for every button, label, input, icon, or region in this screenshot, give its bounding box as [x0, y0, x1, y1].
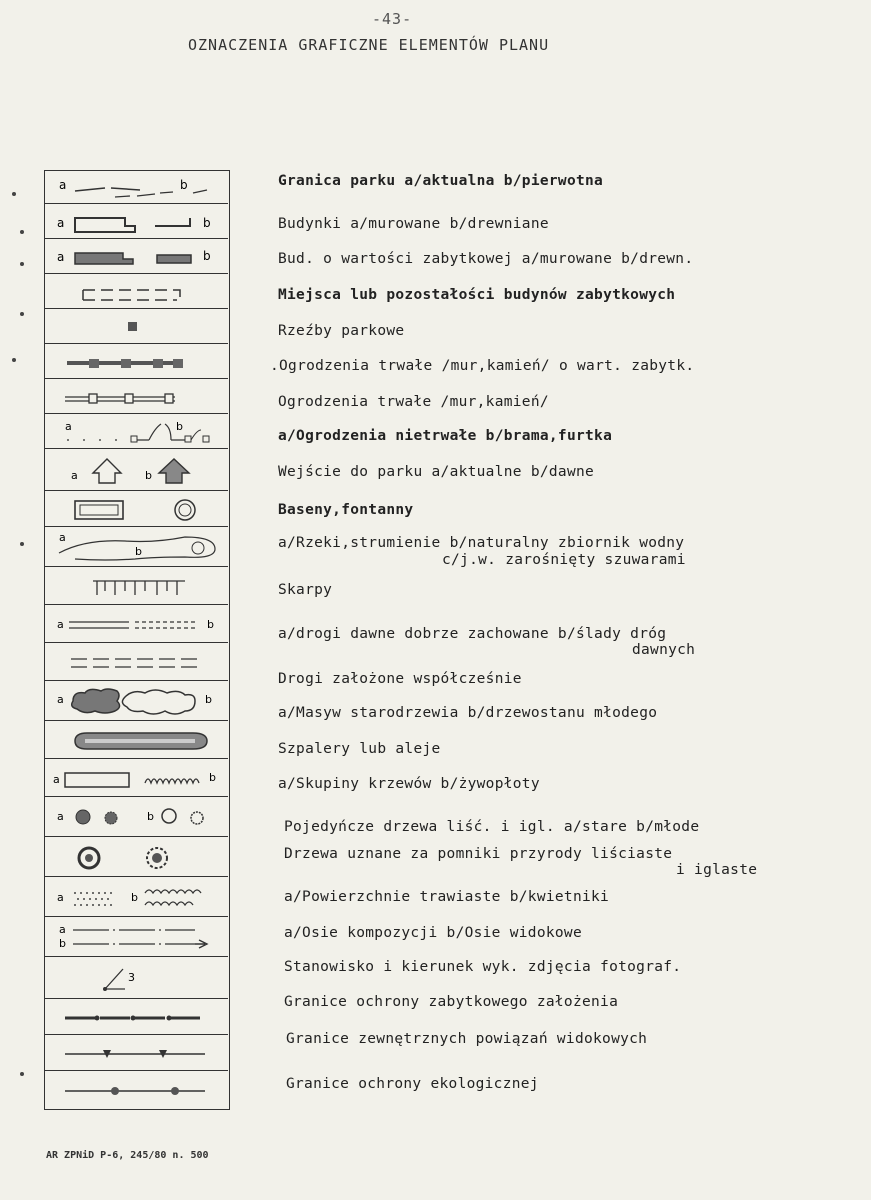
legend-desc-20: a/Powierzchnie trawiaste b/kwietniki — [284, 889, 610, 905]
legend-desc-23: Granice ochrony zabytkowego założenia — [284, 994, 619, 1010]
page-number: -43- — [372, 10, 413, 28]
symbol-permanent-fence — [45, 381, 228, 414]
legend-desc-7: Ogrodzenia trwałe /mur,kamień/ — [278, 394, 549, 410]
symbol-park-entrance — [45, 451, 228, 491]
legend-desc-11-cont: c/j.w. zarośnięty szuwarami — [442, 552, 686, 568]
svg-text:b: b — [203, 249, 211, 263]
svg-text:a: a — [57, 250, 65, 264]
svg-text:a: a — [59, 531, 66, 544]
legend-desc-24: Granice zewnętrznych powiązań widokowych — [286, 1031, 648, 1047]
svg-text:a: a — [59, 178, 67, 192]
svg-text:b: b — [180, 178, 188, 192]
svg-text:b: b — [59, 937, 66, 950]
symbol-heritage-protection-boundary — [45, 1001, 228, 1035]
legend-desc-6: .Ogrodzenia trwałe /mur,kamień/ o wart. zabytk. — [270, 358, 695, 374]
svg-text:b: b — [176, 420, 183, 433]
legend-symbol-table — [44, 170, 230, 1110]
svg-text:a: a — [57, 810, 64, 823]
legend-desc-19-cont: i iglaste — [676, 862, 758, 878]
margin-mark — [12, 358, 16, 362]
symbol-buildings — [45, 206, 228, 239]
legend-desc-12: Skarpy — [278, 582, 333, 598]
svg-text:b: b — [203, 216, 211, 230]
symbol-historic-buildings — [45, 241, 228, 274]
page-title: OZNACZENIA GRAFICZNE ELEMENTÓW PLANU — [188, 36, 550, 54]
svg-text:a: a — [65, 420, 72, 433]
symbol-historic-fence — [45, 346, 228, 379]
legend-desc-19: Drzewa uznane za pomniki przyrody liściaste — [284, 846, 673, 862]
symbol-lawns-flowerbeds — [45, 879, 228, 917]
symbol-natural-monuments — [45, 839, 228, 877]
symbol-shrubs-hedges — [45, 761, 228, 797]
legend-desc-14: Drogi założone współcześnie — [278, 671, 522, 687]
svg-text:a: a — [59, 923, 66, 936]
legend-desc-22: Stanowisko i kierunek wyk. zdjęcia fotograf. — [284, 959, 682, 975]
legend-desc-3: Bud. o wartości zabytkowej a/murowane b/drewn. — [278, 251, 694, 267]
margin-mark — [12, 192, 16, 196]
legend-desc-8: a/Ogrodzenia nietrwałe b/brama,furtka — [278, 428, 613, 444]
symbol-old-tree-stand — [45, 683, 228, 721]
symbol-rivers-water — [45, 529, 228, 567]
svg-text:b: b — [135, 545, 142, 558]
legend-desc-4: Miejsca lub pozostałości budynów zabytkowych — [278, 287, 676, 303]
legend-desc-15: a/Masyw starodrzewia b/drzewostanu młodego — [278, 705, 658, 721]
margin-mark — [20, 1072, 24, 1076]
svg-text:b: b — [145, 469, 152, 482]
symbol-park-boundary — [45, 171, 228, 204]
margin-mark — [20, 542, 24, 546]
legend-desc-5: Rzeźby parkowe — [278, 323, 405, 339]
svg-text:a: a — [53, 773, 60, 786]
legend-desc-13: a/drogi dawne dobrze zachowane b/ślady dróg — [278, 626, 667, 642]
legend-desc-17: a/Skupiny krzewów b/żywopłoty — [278, 776, 540, 792]
legend-desc-21: a/Osie kompozycji b/Osie widokowe — [284, 925, 582, 941]
symbol-pools-fountains — [45, 493, 228, 527]
svg-text:3: 3 — [128, 971, 135, 984]
legend-desc-13-cont: dawnych — [632, 642, 696, 658]
legend-desc-2: Budynki a/murowane b/drewniane — [278, 216, 549, 232]
svg-text:a: a — [57, 216, 65, 230]
svg-text:a: a — [57, 891, 64, 904]
svg-text:a: a — [57, 693, 64, 706]
symbol-old-roads — [45, 607, 228, 643]
svg-text:b: b — [205, 693, 212, 706]
svg-text:b: b — [131, 891, 138, 904]
symbol-modern-roads — [45, 645, 228, 681]
margin-mark — [20, 262, 24, 266]
footer-print-info: AR ZPNiD P-6, 245/80 n. 500 — [46, 1150, 209, 1161]
legend-desc-1: Granica parku a/aktualna b/pierwotna — [278, 173, 604, 189]
symbol-tree-rows — [45, 723, 228, 759]
margin-mark — [20, 312, 24, 316]
legend-desc-16: Szpalery lub aleje — [278, 741, 441, 757]
svg-text:b: b — [209, 771, 216, 784]
legend-desc-18: Pojedyńcze drzewa liść. i igl. a/stare b/młode — [284, 819, 700, 835]
symbol-building-remains — [45, 276, 228, 309]
svg-text:b: b — [147, 810, 154, 823]
legend-desc-9: Wejście do parku a/aktualne b/dawne — [278, 464, 595, 480]
legend-desc-25: Granice ochrony ekologicznej — [286, 1076, 539, 1092]
symbol-temporary-fence — [45, 416, 228, 449]
legend-desc-11: a/Rzeki,strumienie b/naturalny zbiornik wodny — [278, 535, 685, 551]
margin-mark — [20, 230, 24, 234]
svg-text:a: a — [57, 618, 64, 631]
symbol-ecological-protection-boundary — [45, 1073, 228, 1109]
symbol-escarpments — [45, 569, 228, 605]
svg-text:b: b — [207, 618, 214, 631]
svg-text:a: a — [71, 469, 78, 482]
legend-desc-10: Baseny,fontanny — [278, 502, 414, 518]
symbol-sculptures — [45, 311, 228, 344]
symbol-composition-axes — [45, 919, 228, 957]
symbol-single-trees — [45, 799, 228, 837]
symbol-photo-position — [45, 959, 228, 999]
symbol-external-view-boundary — [45, 1037, 228, 1071]
